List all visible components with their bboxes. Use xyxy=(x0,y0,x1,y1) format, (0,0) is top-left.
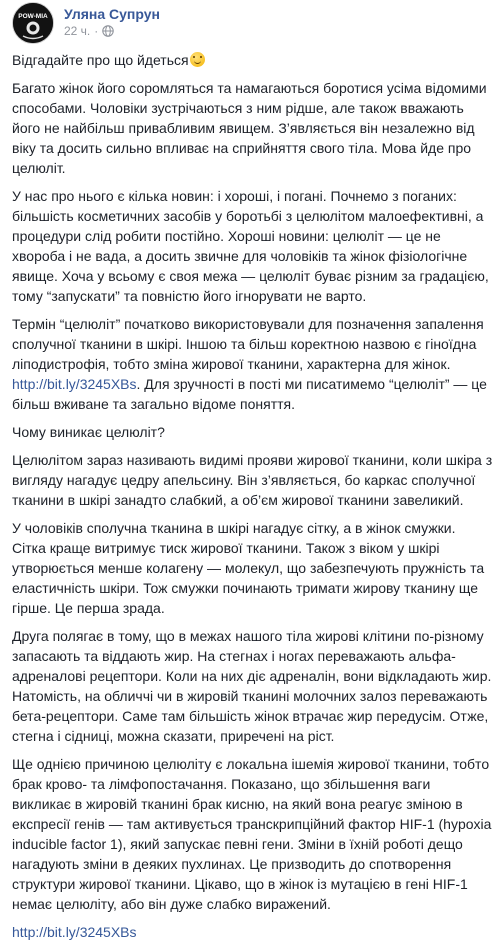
smirk-emoji-icon xyxy=(190,52,205,67)
post-intro xyxy=(12,50,493,70)
paragraph-6: Друга полягає в тому, що в межах нашого тіла жирові клітини по-різному запасають та віддають жир. На стегнах і ногах переважають альфа-адреналові рецептори. Коли на них діє адреналін, вони відкладають жир. Натомість, на обличчі чи в жировій тканині молочних залоз переважають бета-рецептори. Саме там більшість жінок втрачає жир передусім. Отже, стегна і сідниці, можна сказати, приречені на ріст. xyxy=(12,628,492,744)
paragraph-5: У чоловіків сполучна тканина в шкірі нагадує сітку, а в жінок смужки. Сітка краще витримує тиск жирової тканини. Також з віком у шкірі утворюється менше колагену — молекул, що забезпечують пружність та еластичність шкіри. Тож смужки починають тримати жирову тканину ще гірше. Це перша зрада. xyxy=(12,520,485,616)
paragraph-2: У нас про нього є кілька новин: і хороші, і погані. Почнемо з поганих: більшість косметичних засобів у боротьбі з целюлітом малоефективні, а процедури слід робити постійно. Хороші новини: целюліт — це не хвороба і не вада, а досить звичне для чоловіків та жінок фізіологічне явище. Хоча у всьому є своя межа — целюліт буває різним за градацією, тому “запускати” та повністю його ігнорувати не варто. xyxy=(12,188,489,304)
post-timestamp[interactable]: 22 ч. xyxy=(64,24,91,38)
avatar-text: POW-MIA xyxy=(18,13,48,20)
globe-icon xyxy=(102,25,114,37)
paragraph-3-text-a: Термін “целюліт” початково використовували для позначення запалення сполучної тканини в шкірі. Іншою та більш коректною назвою є гіноїдна ліподистрофія, тобто зміна жирової тканини, характерна для жінок. xyxy=(12,316,484,372)
intro-text: Відгадайте про що йдеться xyxy=(12,52,189,68)
paragraph-3 xyxy=(12,314,493,414)
paragraph-7: Ще однією причиною целюліту є локальна ішемія жирової тканини, тобто брак крово- та лімфопостачання. Показано, що збільшення ваги викликає в жировій тканині брак кисню, на який вона реагує зміною в експресії генів — там активується транскрипційний фактор HIF-1 (hypoxia inducible factor 1), який запускає певні гени. Зміни в їхній роботі дещо нагадують зміни в деяких пухлинах. Це призводить до спотворення структури жирової тканини. Цікаво, що в жінок із мутацією в гені HIF-1 немає целюліту, або він дуже слабко виражений. xyxy=(12,756,492,912)
post-meta xyxy=(64,24,114,38)
paragraph-1: Багато жінок його соромляться та намагаються боротися усіма відомими способами. Чоловіки зустрічаються з ним рідше, але також вважають його не найбільш привабливим явищем. З’являється він незалежно від віку та досить сильно впливає на сприйняття свого тіла. Мова йде про целюліт. xyxy=(12,80,487,176)
question-heading: Чому виникає целюліт? xyxy=(12,424,165,440)
paragraph-3-text-b: . Для зручності в пості ми писатимемо “целюліт” — це більш вживане та загально відоме поняття. xyxy=(12,376,487,412)
post-body xyxy=(12,50,493,950)
meta-separator: · xyxy=(94,24,99,38)
source-link-2[interactable]: http://bit.ly/3245XBs xyxy=(12,924,137,940)
source-link[interactable]: http://bit.ly/3245XBs xyxy=(12,376,137,392)
paragraph-4: Целюлітом зараз називають видимі прояви жирової тканини, коли шкіра з вигляду нагадує цедру апельсину. Він з’являється, бо каркас сполучної тканини в шкірі занадто слабкий, а об’єм жирової тканини завеликий. xyxy=(12,452,493,508)
paragraph-8 xyxy=(12,922,493,942)
author-name[interactable]: Уляна Супрун xyxy=(64,6,160,22)
avatar[interactable] xyxy=(12,2,54,44)
